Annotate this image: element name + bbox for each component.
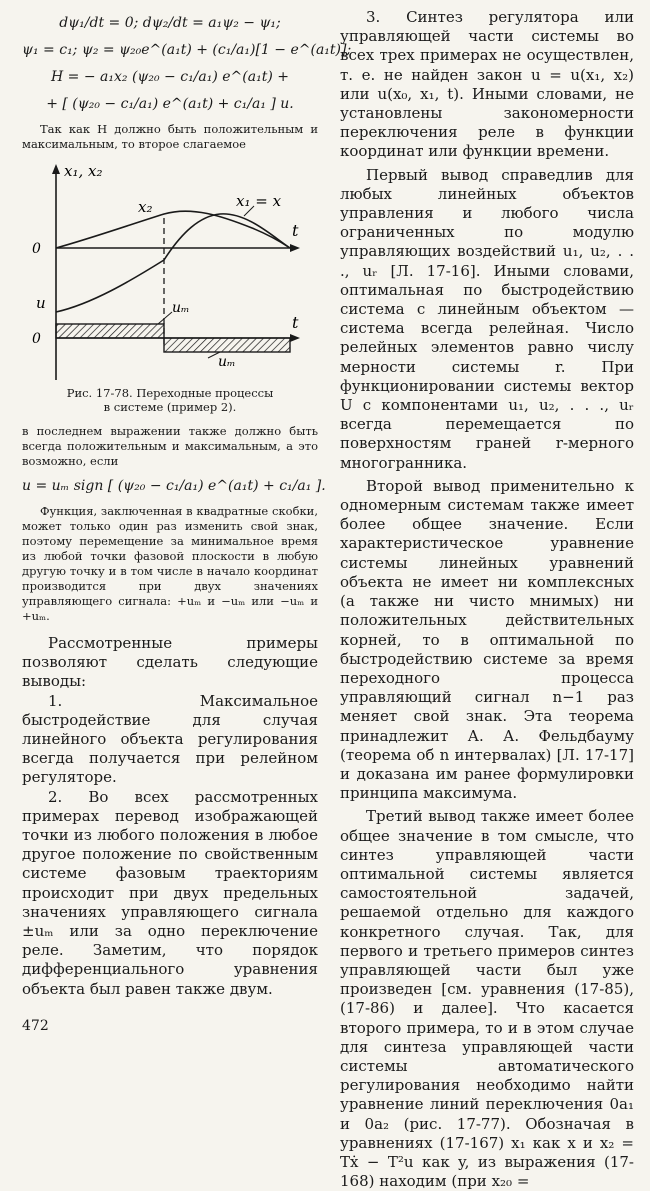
t-label-top: t (292, 221, 299, 240)
paragraph-conclusions-intro: Рассмотренные примеры позволяют сделать следующие выводы: (22, 634, 318, 691)
paragraph-third-conclusion: Третий вывод также имеет более общее значение в том смысле, что синтез управляющей части оптимальной системы является самостоятельной задачей, решаемой отдельно для каждого конкретного случая. Так, для первого и третьего примеров синтез управляющей части был уже произведен [см. уравнения (17-85), (17-86) и далее]. Что касается второго примера, то и в этом случае для синтеза управляющей части системы автоматического регулирования необходимо найти уравнение линий переключения 0a₁ и 0a₂ (рис. 17-77). Обозначая в уравнениях (17-167) x₁ как x и x₂ = Tẋ − T²u как y, из выражения (17-168) находим (при x₂₀ = (340, 807, 634, 1191)
paragraph-last-expression: в последнем выражении также должно быть всегда положительным и максимальным, а это возможно, если (22, 424, 318, 468)
control-positive-segment (56, 324, 164, 338)
x1-label: x₁ = x (236, 192, 282, 210)
paragraph-first-conclusion: Первый вывод справедлив для любых линейных объектов управления и любого числа ограниченных по модулю управляющих воздействий u₁, u₂, . . ., uᵣ [Л. 17-16]. Иными словами, оптимальная по быстродействию система с линейным объектом — система всегда релейная. Число релейных элементов равно числу мерности системы r. При функционировании системы вектор U с компонентами u₁, u₂, . . ., uᵣ всегда перемещается по поверхностям граней r-мерного многогранника. (340, 165, 634, 472)
page-number: 472 (22, 1018, 49, 1034)
equation-5: u = uₘ sign [ (ψ₂₀ − c₁/a₁) e^(a₁t) + c₁/a₁ ]. (22, 478, 326, 494)
um-top-leader (158, 312, 172, 324)
u-axis-label: u (36, 294, 46, 312)
figure-caption-line-2: в системе (пример 2). (103, 400, 237, 414)
curve-x2 (56, 211, 290, 248)
equation-1: dψ₁/dt = 0; dψ₂/dt = a₁ψ₂ − ψ₁; (59, 15, 281, 31)
equation-4: + [ (ψ₂₀ − c₁/a₁) e^(a₁t) + c₁/a₁ ] u. (46, 96, 294, 112)
control-negative-segment (164, 338, 290, 352)
t-axis-bottom-arrow (290, 334, 300, 342)
x2-label: x₂ (138, 198, 153, 216)
t-label-bottom: t (292, 313, 299, 332)
paragraph-h-positive: Так как H должно быть положительным и максимальным, то второе слагаемое (22, 122, 318, 151)
paragraph-conclusion-1: 1. Максимальное быстродействие для случая линейного объекта регулирования всегда получается при релейном регуляторе. (22, 691, 318, 787)
t-axis-top-arrow (290, 244, 300, 252)
paragraph-second-conclusion: Второй вывод применительно к одномерным системам также имеет более общее значение. Если характеристическое уравнение системы линейных уравнений объекта не имеет ни комплексных (а также ни чисто мнимых) ни положительных действительных корней, то в оптимальной по быстродействию системе за время переходного процесса управляющий сигнал n−1 раз меняет свой знак. Эта теорема принадлежит А. А. Фельдбауму (теорема об n интервалах) [Л. 17-17] и доказана им ранее формулировки принципа максимума. (340, 476, 634, 803)
right-column (340, 8, 634, 1191)
paragraph-function-sign: Функция, заключенная в квадратные скобки, может только один раз изменить свой знак, поэтому перемещение за минимальное время из любой точки фазовой плоскости в любую другую точку и в том числе в начало координат производится при двух значениях управляющего сигнала: +uₘ и −uₘ или −uₘ и +uₘ. (22, 504, 318, 623)
equation-2: ψ₁ = c₁; ψ₂ = ψ₂₀e^(a₁t) + (c₁/a₁)[1 − e^(a₁t)]; (22, 42, 352, 58)
left-column (22, 8, 352, 999)
equation-block (22, 14, 352, 114)
equation-3: H = − a₁x₂ (ψ₂₀ − c₁/a₁) e^(a₁t) + (51, 69, 289, 85)
figure-caption-line-1: Рис. 17-78. Переходные процессы (66, 386, 274, 400)
paragraph-conclusion-3: 3. Синтез регулятора или управляющей части системы во всех трех примерах не осуществлен, т. е. не найден закон u = u(x₁, x₂) или u(x₀, x₁, t). Иными словами, не установлены закономерности переключения реле в функции координат или функции времени. (340, 8, 634, 161)
figure-caption (22, 386, 318, 414)
y-axis-arrow (52, 164, 60, 174)
um-bottom-label: uₘ (218, 354, 236, 370)
transient-graph (22, 162, 318, 382)
figure-17-78 (22, 162, 318, 382)
axis-top-label: x₁, x₂ (64, 162, 103, 180)
um-top-label: uₘ (172, 300, 190, 316)
paragraph-conclusion-2: 2. Во всех рассмотренных примерах перевод изображающей точки из любого положения в любое другое положение по свойственным системе фазовым траекториям происходит при двух предельных значениях управляющего сигнала ±uₘ или за одно переключение реле. Заметим, что порядок дифференциального уравнения объекта был равен также двум. (22, 787, 318, 998)
zero-label-top: 0 (32, 241, 41, 257)
zero-label-bottom: 0 (32, 331, 41, 347)
